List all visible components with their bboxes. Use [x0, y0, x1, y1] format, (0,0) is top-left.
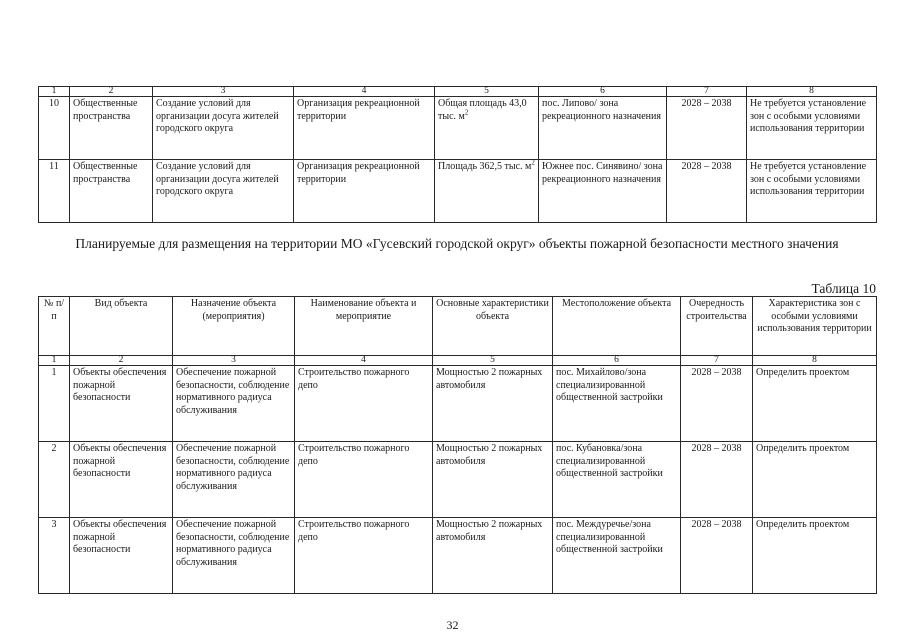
column-number: 4: [295, 356, 433, 366]
row-number: 11: [39, 160, 70, 223]
location-cell: пос. Междуречье/зона специализированной общественной застройки: [553, 518, 681, 594]
object-type-cell: Общественные пространства: [70, 160, 153, 223]
header-row: [39, 297, 877, 356]
zones-cell: Определить проектом: [753, 518, 877, 594]
characteristics-cell: Мощностью 2 пожарных автомобиля: [433, 518, 553, 594]
continuation-table: [38, 86, 877, 223]
table-row: [39, 160, 877, 223]
column-number: 8: [753, 356, 877, 366]
column-header: Вид объекта: [70, 297, 173, 356]
period-cell: 2028 – 2038: [681, 442, 753, 518]
purpose-cell: Обеспечение пожарной безопасности, соблюдение нормативного радиуса обслуживания: [173, 442, 295, 518]
row-number: 2: [39, 442, 70, 518]
object-type-cell: Объекты обеспечения пожарной безопасности: [70, 366, 173, 442]
row-number: 3: [39, 518, 70, 594]
object-name-cell: Организация рекреационной территории: [294, 160, 435, 223]
section-heading: Планируемые для размещения на территории МО «Гусевский городской округ» объекты пожарной безопасности местного значения: [75, 236, 839, 251]
fire-safety-table: [38, 296, 877, 594]
table-row: [39, 442, 877, 518]
characteristics-text: Площадь 362,5 тыс. м: [438, 161, 532, 172]
column-header: Местоположение объекта: [553, 297, 681, 356]
period-cell: 2028 – 2038: [681, 518, 753, 594]
characteristics-cell: Мощностью 2 пожарных автомобиля: [433, 366, 553, 442]
row-number: 10: [39, 97, 70, 160]
object-name-cell: Строительство пожарного депо: [295, 442, 433, 518]
column-number: 2: [70, 87, 153, 97]
superscript: 2: [531, 158, 535, 167]
location-cell: пос. Михайлово/зона специализированной общественной застройки: [553, 366, 681, 442]
object-name-cell: Строительство пожарного депо: [295, 518, 433, 594]
object-name-cell: Организация рекреационной территории: [294, 97, 435, 160]
location-cell: пос. Кубановка/зона специализированной общественной застройки: [553, 442, 681, 518]
row-number: 1: [39, 366, 70, 442]
column-number: 4: [294, 87, 435, 97]
column-number: 8: [747, 87, 877, 97]
purpose-cell: Создание условий для организации досуга жителей городского округа: [153, 160, 294, 223]
column-number-row: [39, 87, 877, 97]
table-row: [39, 97, 877, 160]
column-number-row: [39, 356, 877, 366]
object-type-cell: Общественные пространства: [70, 97, 153, 160]
zones-cell: Определить проектом: [753, 366, 877, 442]
column-number: 1: [39, 87, 70, 97]
period-cell: 2028 – 2038: [667, 160, 747, 223]
object-type-cell: Объекты обеспечения пожарной безопасности: [70, 442, 173, 518]
column-header: Основные характеристики объекта: [433, 297, 553, 356]
column-header: Очередность строительства: [681, 297, 753, 356]
period-cell: 2028 – 2038: [681, 366, 753, 442]
purpose-cell: Обеспечение пожарной безопасности, соблюдение нормативного радиуса обслуживания: [173, 518, 295, 594]
table-row: [39, 366, 877, 442]
table-row: [39, 518, 877, 594]
purpose-cell: Создание условий для организации досуга жителей городского округа: [153, 97, 294, 160]
column-number: 6: [553, 356, 681, 366]
characteristics-text: Общая площадь 43,0 тыс. м: [438, 98, 527, 122]
column-header: Характеристика зон с особыми условиями использования территории: [753, 297, 877, 356]
column-header: № п/п: [39, 297, 70, 356]
column-number: 7: [681, 356, 753, 366]
column-number: 5: [433, 356, 553, 366]
column-number: 5: [435, 87, 539, 97]
characteristics-cell: [435, 160, 539, 223]
object-type-cell: Объекты обеспечения пожарной безопасности: [70, 518, 173, 594]
location-cell: Южнее пос. Синявино/ зона рекреационного назначения: [539, 160, 667, 223]
column-number: 3: [153, 87, 294, 97]
object-name-cell: Строительство пожарного депо: [295, 366, 433, 442]
superscript: 2: [464, 108, 469, 117]
zones-cell: Определить проектом: [753, 442, 877, 518]
column-number: 2: [70, 356, 173, 366]
zones-cell: Не требуется установление зон с особыми условиями использования территории: [747, 160, 877, 223]
column-number: 1: [39, 356, 70, 366]
period-cell: 2028 – 2038: [667, 97, 747, 160]
column-number: 6: [539, 87, 667, 97]
zones-cell: Не требуется установление зон с особыми условиями использования территории: [747, 97, 877, 160]
column-number: 7: [667, 87, 747, 97]
characteristics-cell: [435, 97, 539, 160]
characteristics-cell: Мощностью 2 пожарных автомобиля: [433, 442, 553, 518]
column-header: Наименование объекта и мероприятие: [295, 297, 433, 356]
purpose-cell: Обеспечение пожарной безопасности, соблюдение нормативного радиуса обслуживания: [173, 366, 295, 442]
column-header: Назначение объекта (мероприятия): [173, 297, 295, 356]
table-caption: Таблица 10: [811, 281, 876, 296]
column-number: 3: [173, 356, 295, 366]
location-cell: пос. Липово/ зона рекреационного назначения: [539, 97, 667, 160]
page-number: 32: [446, 618, 459, 632]
